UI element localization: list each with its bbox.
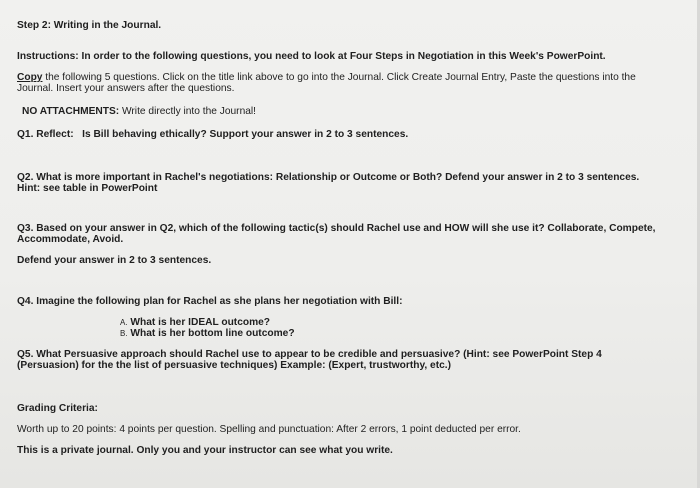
question-5-line-2: (Persuasion) for the the list of persuasive techniques) Example: (Expert, trustworthy, etc.) <box>17 360 452 371</box>
q4-item-b-marker: B. <box>120 329 128 338</box>
no-attachments-line <box>22 106 256 118</box>
q4-item-b <box>120 328 295 340</box>
question-2-line-1: Q2. What is more important in Rachel's negotiations: Relationship or Outcome or Both? Defend your answer in 2 to 3 sentences. <box>17 172 640 183</box>
q4-item-b-text: What is her bottom line outcome? <box>130 328 295 339</box>
grading-title: Grading Criteria: <box>17 403 98 414</box>
instructions-line <box>17 51 606 63</box>
privacy-note: This is a private journal. Only you and your instructor can see what you write. <box>17 445 393 456</box>
question-3-line-3: Defend your answer in 2 to 3 sentences. <box>17 255 212 266</box>
copy-text: the following 5 questions. Click on the title link above to go into the Journal. Click Create Journal Entry, Paste the questions into the <box>42 72 636 83</box>
question-1 <box>17 129 408 141</box>
q4-item-a-text: What is her IDEAL outcome? <box>130 317 271 328</box>
copy-link[interactable]: Copy <box>17 72 43 83</box>
question-5-line-1: Q5. What Persuasive approach should Rachel use to appear to be credible and persuasive? (Hint: see PowerPoint Step 4 <box>17 349 602 360</box>
q4-item-a-marker: A. <box>120 318 128 327</box>
grading-text: Worth up to 20 points: 4 points per question. Spelling and punctuation: After 2 errors, 1 point deducted per error. <box>17 424 521 435</box>
instructions-label: Instructions: <box>17 51 79 62</box>
step-title: Step 2: Writing in the Journal. <box>17 20 162 31</box>
instructions-text: In order to the following questions, you need to look at Four Steps in Negotiation in this Week's PowerPoint. <box>81 51 606 62</box>
q1-text: Is Bill behaving ethically? Support your answer in 2 to 3 sentences. <box>82 129 409 140</box>
question-3-line-1: Q3. Based on your answer in Q2, which of the following tactic(s) should Rachel use and HOW will she use it? Collaborate, Compete, <box>17 223 656 234</box>
no-attachments-text: Write directly into the Journal! <box>119 106 256 117</box>
copy-line-2: Journal. Insert your answers after the questions. <box>17 83 235 94</box>
question-4: Q4. Imagine the following plan for Rachel as she plans her negotiation with Bill: <box>17 296 403 307</box>
question-2-hint: Hint: see table in PowerPoint <box>17 183 158 194</box>
no-attachments-label: NO ATTACHMENTS: <box>22 106 120 117</box>
q1-label: Q1. Reflect: <box>17 129 74 140</box>
question-3-line-2: Accommodate, Avoid. <box>17 234 124 245</box>
